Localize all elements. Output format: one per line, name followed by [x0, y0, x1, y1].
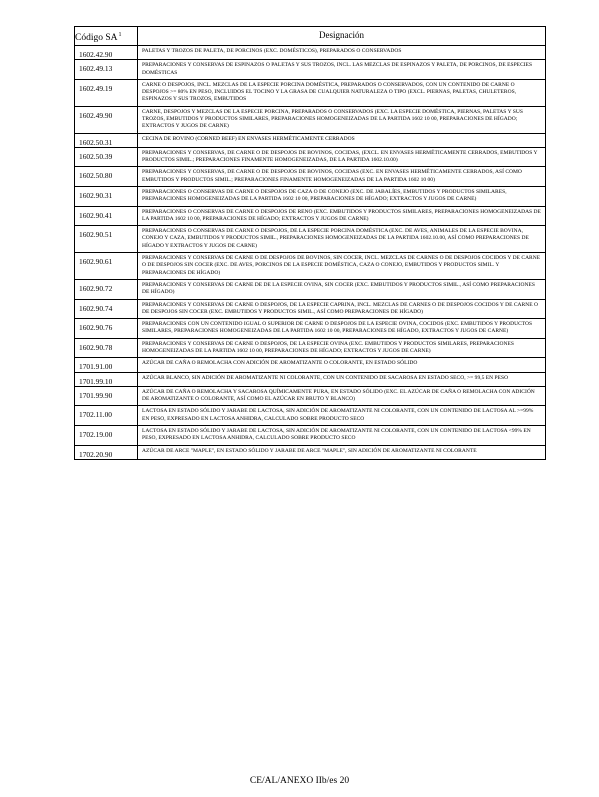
sa-code: 1602.50.31	[75, 133, 138, 147]
designation-column-header: Designación	[138, 27, 546, 46]
code-column-header	[75, 27, 138, 46]
sa-code: 1602.50.39	[75, 147, 138, 167]
sa-code: 1602.49.13	[75, 60, 138, 80]
designation: PREPARACIONES Y CONSERVAS, DE CARNE O DE DESPOJOS DE BOVINOS, COCIDAS, (EXCL. EN ENVASES HERMÉTICAMENTE CERRADOS, EMBUTIDOS Y PRODUCTOS SIMIL.; PREPARACIONES FINAMENTE HOMOGENEIZADAS, DE LA PARTIDA 1602.10.00)	[138, 147, 546, 167]
table-row	[75, 147, 546, 167]
table-row	[75, 186, 546, 206]
table-row	[75, 133, 546, 147]
designation: PREPARACIONES Y CONSERVAS DE ESPINAZOS O PALETAS Y SUS TROZOS, INCL. LAS MEZCLAS DE ESPINAZOS Y PALETA, DE PORCINOS, DE ESPECIES DOMÉSTICAS	[138, 60, 546, 80]
table-row	[75, 46, 546, 60]
sa-code: 1702.19.00	[75, 425, 138, 445]
table-row	[75, 386, 546, 406]
sa-code: 1602.90.78	[75, 338, 138, 358]
designation: PREPARACIONES Y CONSERVAS, DE CARNE O DE DESPOJOS DE BOVINOS, COCIDAS (EXC. EN ENVASES HERMÉTICAMENTE CERRADOS, ASÍ COMO EMBUTIDOS Y PRODUCTOS SIMIL.; PREPARACIONES FINAMENTE HOMOGENEIZADAS DE LA PARTIDA 1602 10 00)	[138, 167, 546, 187]
designation: PREPARACIONES CON UN CONTENIDO IGUAL O SUPERIOR DE CARNE O DESPOJOS DE LA ESPECIE OVINA, COCIDOS (EXC. EMBUTIDOS Y PRODUCTOS SIMILARES, PREPARACIONES HOMOGENEIZADAS DE LA PARTIDA 1602 10 00, PREPARACIONES DE HÍGADO, EXTRACTOS Y JUGOS DE CARNE)	[138, 319, 546, 339]
sa-code: 1701.99.90	[75, 386, 138, 406]
table-row	[75, 79, 546, 106]
designation: LACTOSA EN ESTADO SÓLIDO Y JARABE DE LACTOSA, SIN ADICIÓN DE AROMATIZANTE NI COLORANTE, CON UN CONTENIDO DE LACTOSA <99% EN PESO, EXPRESADO EN LACTOSA ANHIDRA, CALCULADO SOBRE PRODUCTO SECO	[138, 425, 546, 445]
sa-code: 1602.90.31	[75, 186, 138, 206]
designation: AZÚCAR DE ARCE "MAPLE", EN ESTADO SÓLIDO Y JARABE DE ARCE "MAPLE", SIN ADICIÓN DE AROMATIZANTE NI COLORANTE	[138, 445, 546, 459]
table-row	[75, 319, 546, 339]
designation: PREPARACIONES O CONSERVAS DE CARNE O DESPOJOS DE CAZA O DE CONEJO (EXC. DE JABALÍES, EMBUTIDOS Y PRODUCTOS SIMILARES, PREPARACIONES HOMOGENEIZADAS DE LA PARTIDA 1602 10 00, PREPARACIONES DE HÍGADO; EXTRACTOS Y JUGOS DE CARNE)	[138, 186, 546, 206]
code-header-footnote: 1	[118, 32, 122, 38]
table-row	[75, 358, 546, 372]
table-row	[75, 167, 546, 187]
table-row	[75, 279, 546, 299]
sa-code: 1602.50.80	[75, 167, 138, 187]
table-row	[75, 253, 546, 280]
tariff-table	[74, 26, 546, 460]
designation: PALETAS Y TROZOS DE PALETA, DE PORCINOS (EXC. DOMÉSTICOS), PREPARADOS O CONSERVADOS	[138, 46, 546, 60]
designation: AZÚCAR DE CAÑA O REMOLACHA CON ADICIÓN DE AROMATIZANTE O COLORANTE, EN ESTADO SÓLIDO	[138, 358, 546, 372]
table-row	[75, 445, 546, 459]
table-row	[75, 206, 546, 226]
sa-code: 1702.11.00	[75, 406, 138, 426]
sa-code: 1602.49.90	[75, 106, 138, 133]
sa-code: 1602.90.61	[75, 253, 138, 280]
sa-code: 1702.20.90	[75, 445, 138, 459]
designation: PREPARACIONES Y CONSERVAS DE CARNE O DE DESPOJOS DE BOVINOS, SIN COCER, INCL. MEZCLAS DE CARNES O DE DESPOJOS COCIDOS Y DE CARNE O DE DESPOJOS SIN COCER (EXC. DE AVES, PORCINOS DE LA ESPECIE DOMÉSTICA, CAZA O CONEJO, EMBUTIDOS Y PRODUCTOS SIMIL. Y PREPARACIONES DE HÍGADO)	[138, 253, 546, 280]
designation: PREPARACIONES Y CONSERVAS DE CARNE O DESPOJOS, DE LA ESPECIE OVINA (EXC. EMBUTIDOS Y PRODUCTOS SIMILARES, PREPARACIONES HOMOGENEIZADAS DE LA PARTIDA 1602 10 00, PREPARACIONES DE HÍGADO; EXTRACTOS Y JUGOS DE CARNE)	[138, 338, 546, 358]
designation: CECINA DE BOVINO (CORNED BEEF) EN ENVASES HERMÉTICAMENTE CERRADOS	[138, 133, 546, 147]
designation: CARNE O DESPOJOS, INCL. MEZCLAS DE LA ESPECIE PORCINA DOMÉSTICA, PREPARADOS O CONSERVADOS, CON UN CONTENIDO DE CARNE O DESPOJOS >= 80% EN PESO, INCLUIDOS EL TOCINO Y LA GRASA DE CUALQUIER NATURALEZA O TIPO (EXCL. PIERNAS, PALETAS, CHULETEROS, ESPINAZOS Y SUS TROZOS, EMBUTIDOS	[138, 79, 546, 106]
table-row	[75, 226, 546, 253]
designation: PREPARACIONES O CONSERVAS DE CARNE O DESPOJOS DE RENO (EXC. EMBUTIDOS Y PRODUCTOS SIMILARES, PREPARACIONES HOMOGENEIZADAS DE LA PARTIDA 1602 10 00, PREPARACIONES DE HÍGADO; EXTRACTOS Y JUGOS DE CARNE)	[138, 206, 546, 226]
table-row	[75, 406, 546, 426]
table-row	[75, 299, 546, 319]
table-row	[75, 60, 546, 80]
sa-code: 1701.99.10	[75, 372, 138, 386]
sa-code: 1701.91.00	[75, 358, 138, 372]
designation: LACTOSA EN ESTADO SÓLIDO Y JARABE DE LACTOSA, SIN ADICIÓN DE AROMATIZANTE NI COLORANTE, CON UN CONTENIDO DE LACTOSA AL >=99% EN PESO, EXPRESADO EN LACTOSA ANHIDRA, CALCULADO SOBRE PRODUCTO SECO	[138, 406, 546, 426]
sa-code: 1602.90.41	[75, 206, 138, 226]
sa-code: 1602.42.90	[75, 46, 138, 60]
sa-code: 1602.90.74	[75, 299, 138, 319]
sa-code: 1602.90.76	[75, 319, 138, 339]
sa-code: 1602.49.19	[75, 79, 138, 106]
designation: AZÚCAR DE CAÑA O REMOLACHA Y SACAROSA QUÍMICAMENTE PURA, EN ESTADO SÓLIDO (EXC. EL AZÚCAR DE CAÑA O REMOLACHA CON ADICIÓN DE AROMATIZANTE O COLORANTE, ASÍ COMO EL AZÚCAR EN BRUTO Y BLANCO)	[138, 386, 546, 406]
table-row	[75, 338, 546, 358]
table-row	[75, 425, 546, 445]
designation: CARNE, DESPOJOS Y MEZCLAS DE LA ESPECIE PORCINA, PREPARADOS O CONSERVADOS (EXC. LA ESPECIE DOMÉSTICA, PIERNAS, PALETAS Y SUS TROZOS, EMBUTIDOS Y PRODUCTOS SIMILARES, PREPARACIONES HOMOGENEIZADAS DE LA PARTIDA 1602 10 00, PREPARACIONES DE HÍGADO; EXTRACTOS Y JUGOS DE CARNE)	[138, 106, 546, 133]
table-header-row	[75, 27, 546, 46]
sa-code: 1602.90.51	[75, 226, 138, 253]
page-footer: CE/AL/ANEXO IIb/es 20	[249, 776, 350, 786]
designation: PREPARACIONES O CONSERVAS DE CARNE O DESPOJOS, DE LA ESPECIE PORCINA DOMÉSTICA (EXC. DE AVES, ANIMALES DE LA ESPECIE BOVINA, CONEJO Y CAZA, EMBUTIDOS Y PRODUCTOS SIMIL., PREPARACIONES HOMOGENEIZADAS DE LA PARTIDA 1602.10.00, ASÍ COMO PREPARACIONES DE HÍGADO Y EXTRACTOS Y JUGOS DE CARNE)	[138, 226, 546, 253]
code-header-label: Código SA	[75, 33, 118, 43]
table-row	[75, 106, 546, 133]
designation: PREPARACIONES Y CONSERVAS DE CARNE DE DE LA ESPECIE OVINA, SIN COCER (EXC. EMBUTIDOS Y PRODUCTOS SIMIL., ASÍ COMO PREPARACIONES DE HÍGADO)	[138, 279, 546, 299]
designation: PREPARACIONES Y CONSERVAS DE CARNE O DESPOJOS, DE LA ESPECIE CAPRINA, INCL. MEZCLAS DE CARNES O DE DESPOJOS COCIDOS Y DE CARNE O DE DESPOJOS SIN COCER (EXC. EMBUTIDOS Y PRODUCTOS SIMIL., ASÍ COMO PREPARACIONES DE HÍGADO)	[138, 299, 546, 319]
sa-code: 1602.90.72	[75, 279, 138, 299]
designation: AZÚCAR BLANCO, SIN ADICIÓN DE AROMATIZANTE NI COLORANTE, CON UN CONTENIDO DE SACAROSA EN ESTADO SECO, >= 99,5 EN PESO	[138, 372, 546, 386]
table-row	[75, 372, 546, 386]
